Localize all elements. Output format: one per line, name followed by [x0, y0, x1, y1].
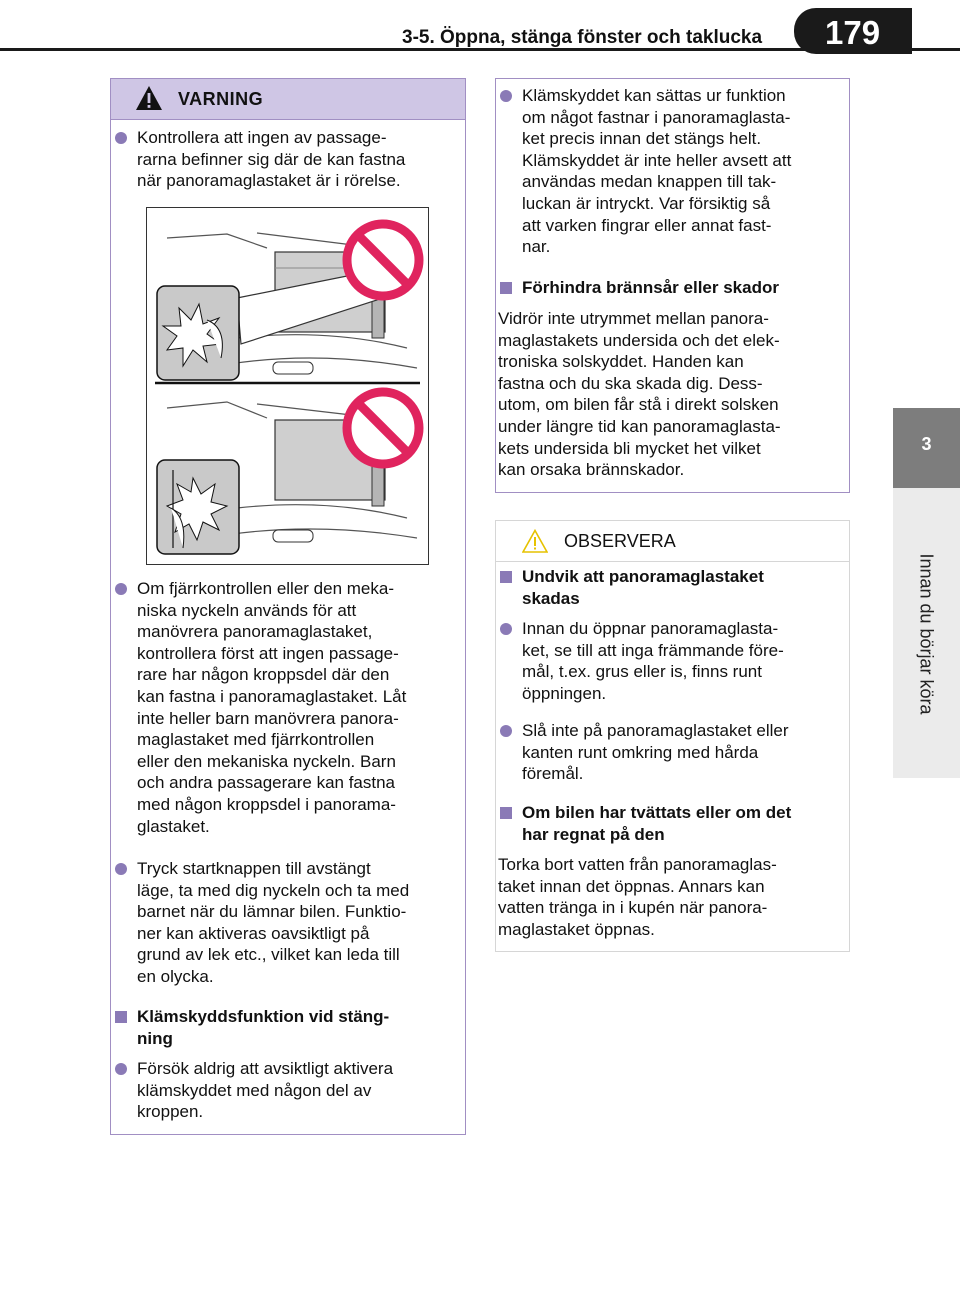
notice-title: OBSERVERA	[564, 531, 676, 551]
text-line: maglastaket öppnas.	[498, 919, 655, 939]
warning-header	[111, 79, 465, 120]
text-line: mål, t.ex. grus eller is, finns runt	[522, 662, 762, 682]
bullet-dot-icon	[500, 623, 512, 635]
text-line: kets undersida bli mycket het vilket	[498, 438, 761, 458]
text-line: om något fastnar i panoramaglasta-	[522, 107, 791, 127]
sunroof-illustration	[147, 208, 428, 564]
item-text	[522, 85, 791, 258]
item-text	[522, 566, 764, 609]
item-text	[522, 802, 791, 845]
text-line: rarna befinner sig där de kan fastna	[137, 149, 406, 169]
section-title: 3-5. Öppna, stänga fönster och taklucka	[402, 27, 763, 48]
text-line: taket innan det öppnas. Annars kan	[498, 876, 765, 896]
square-bullet-icon	[500, 571, 512, 583]
text-line: inte heller barn manövrera panora-	[137, 708, 399, 728]
bullet-dot-icon	[115, 583, 127, 595]
text-line: klämskyddet med någon del av	[137, 1080, 372, 1100]
item-text	[137, 1058, 393, 1123]
prohibition-icon	[347, 224, 419, 296]
text-line: användas medan knappen till tak-	[522, 172, 777, 192]
text-line: grund av lek etc., vilket kan leda till	[137, 945, 400, 965]
item-text	[522, 720, 789, 785]
text-line: och andra passagerare kan fastna	[137, 773, 396, 793]
text-line: Undvik att panoramaglastaket	[522, 567, 764, 586]
text-line: ning	[137, 1028, 173, 1048]
square-bullet-icon	[500, 282, 512, 294]
text-line: under längre tid kan panoramaglasta-	[498, 416, 781, 436]
text-line: nar.	[522, 237, 551, 257]
paragraph	[498, 308, 781, 481]
text-line: Försök aldrig att avsiktligt aktivera	[137, 1059, 394, 1078]
text-line: rare har någon kroppsdel där den	[137, 665, 390, 685]
text-line: ket, se till att inga främmande före-	[522, 640, 784, 660]
text-line: glastaket.	[137, 816, 210, 836]
text-line: en olycka.	[137, 966, 214, 986]
text-line: Klämskyddet kan sättas ur funktion	[522, 86, 786, 105]
text-line: Tryck startknappen till avstängt	[137, 859, 371, 878]
text-line: niska nyckeln används för att	[137, 600, 357, 620]
text-line: maglastakets undersida och det elek-	[498, 330, 780, 350]
text-line: barnet när du lämnar bilen. Funktio-	[137, 902, 407, 922]
text-line: kanten runt omkring med hårda	[522, 742, 759, 762]
text-line: Innan du öppnar panoramaglasta-	[522, 619, 779, 638]
text-line: Slå inte på panoramaglastaket eller	[522, 721, 789, 740]
text-line: öppningen.	[522, 683, 607, 703]
item-text	[522, 618, 784, 704]
text-line: ket precis innan det stängs helt.	[522, 129, 762, 149]
text-line: fastna och du ska skada dig. Dess-	[498, 373, 763, 393]
item-text	[137, 1006, 389, 1049]
text-line: kontrollera först att ingen passage-	[137, 643, 399, 663]
text-line: Om fjärrkontrollen eller den meka-	[137, 579, 394, 598]
text-line: när panoramaglastaket är i rörelse.	[137, 171, 401, 191]
notice-header	[496, 521, 849, 562]
item-text	[522, 277, 779, 299]
paragraph	[498, 854, 777, 940]
item-text	[137, 858, 409, 988]
text-line: Klämskyddet är inte heller avsett att	[522, 150, 792, 170]
text-line: vatten tränga in i kupén när panora-	[498, 898, 768, 918]
text-line: Torka bort vatten från panoramaglas-	[498, 855, 777, 874]
bullet-dot-icon	[115, 132, 127, 144]
text-line: Kontrollera att ingen av passage-	[137, 128, 387, 147]
text-line: Om bilen har tvättats eller om det	[522, 803, 792, 822]
text-line: med någon kroppsdel i panorama-	[137, 794, 396, 814]
bullet-dot-icon	[500, 90, 512, 102]
text-line: Förhindra brännsår eller skador	[522, 278, 779, 297]
item-text	[137, 127, 405, 192]
text-line: eller den mekaniska nyckeln. Barn	[137, 751, 396, 771]
text-line: ner kan aktiveras oavsiktligt på	[137, 923, 370, 943]
text-line: utom, om bilen får stå i direkt solsken	[498, 395, 779, 415]
text-line: läge, ta med dig nyckeln och ta med	[137, 880, 410, 900]
warning-title: VARNING	[178, 89, 264, 109]
text-line: att varken fingrar eller annat fast-	[522, 215, 772, 235]
bullet-dot-icon	[115, 863, 127, 875]
chapter-number: 3	[921, 434, 932, 454]
warning-triangle-icon	[135, 85, 163, 111]
text-line: har regnat på den	[522, 824, 665, 844]
text-line: maglastaket med fjärrkontrollen	[137, 730, 375, 750]
text-line: Vidrör inte utrymmet mellan panora-	[498, 309, 769, 328]
prohibition-icon-2	[347, 392, 419, 464]
text-line: manövrera panoramaglastaket,	[137, 622, 373, 642]
item-text	[137, 578, 406, 837]
text-line: skadas	[522, 588, 580, 608]
text-line: föremål.	[522, 764, 584, 784]
bullet-dot-icon	[115, 1063, 127, 1075]
text-line: luckan är intryckt. Var försiktig så	[522, 193, 771, 213]
caution-triangle-icon	[522, 529, 548, 553]
text-line: Klämskyddsfunktion vid stäng-	[137, 1007, 390, 1026]
chapter-title: Innan du börjar köra	[916, 553, 937, 715]
page-number: 179	[825, 14, 881, 51]
square-bullet-icon	[115, 1011, 127, 1023]
pinch-hazard-illustration	[146, 207, 429, 565]
text-line: troniska solskyddet. Handen kan	[498, 352, 744, 372]
bullet-dot-icon	[500, 725, 512, 737]
square-bullet-icon	[500, 807, 512, 819]
text-line: kroppen.	[137, 1102, 204, 1122]
text-line: kan fastna i panoramaglastaket. Låt	[137, 686, 407, 706]
text-line: kan orsaka brännskador.	[498, 460, 685, 480]
